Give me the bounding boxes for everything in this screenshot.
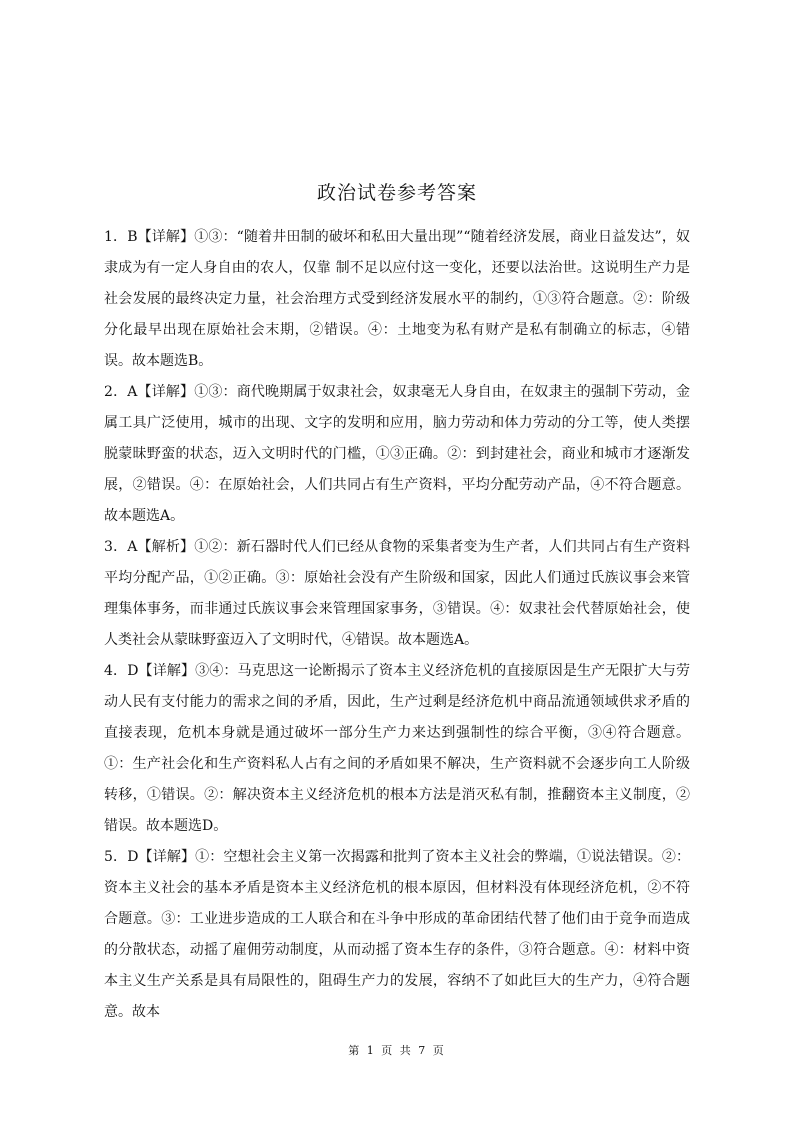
page-number-footer: 第 1 页 共 7 页 xyxy=(348,1044,446,1057)
answer-list xyxy=(104,222,690,1028)
answer-item-3: 3．A【解析】①②：新石器时代人们已经从食物的采集者变为生产者，人们共同占有生产资料平均分配产品，①②正确。③：原始社会没有产生阶级和国家，因此人们通过氏族议事会来管理集体事务，而非通过氏族议事会来管理国家事务，③错误。④：奴隶社会代替原始社会，使人类社会从蒙昧野蛮迈入了文明时代，④错误。故本题选A。 xyxy=(104,539,690,648)
answer-item-5: 5．D【详解】①：空想社会主义第一次揭露和批判了资本主义社会的弊端，①说法错误。②：资本主义社会的基本矛盾是资本主义经济危机的根本原因，但材料没有体现经济危机，②不符合题意。③：工业进步造成的工人联合和在斗争中形成的革命团结代替了他们由于竞争而造成的分散状态，动摇了雇佣劳动制度，从而动摇了资本生存的条件，③符合题意。④：材料中资本主义生产关系是具有局限性的，阻碍生产力的发展，容纳不了如此巨大的生产力，④符合题意。故本 xyxy=(104,849,690,1020)
document-title: 政治试卷参考答案 xyxy=(316,182,477,204)
answer-item-4: 4．D【详解】③④：马克思这一论断揭示了资本主义经济危机的直接原因是生产无限扩大与劳动人民有支付能力的需求之间的矛盾，因此，生产过剩是经济危机中商品流通领域供求矛盾的直接表现，危机本身就是通过破坏一部分生产力来达到强制性的综合平衡，③④符合题意。①：生产社会化和生产资料私人占有之间的矛盾如果不解决，生产资料就不会逐步向工人阶级转移，①错误。②：解决资本主义经济危机的根本方法是消灭私有制，推翻资本主义制度，②错误。故本题选D。 xyxy=(104,663,690,834)
answer-item-1: 1．B【详解】①③：“随着井田制的破坏和私田大量出现”“随着经济发展，商业日益发达”，奴隶成为有一定人身自由的农人，仅靠 制不足以应付这一变化，还要以法治世。这说明生产力是社会发展的最终决定力量，社会治理方式受到经济发展水平的制约，①③符合题意。②：阶级分化最早出现在原始社会末期，②错误。④：土地变为私有财产是私有制确立的标志，④错误。故本题选B。 xyxy=(104,229,690,369)
answer-item-2: 2．A【详解】①③：商代晚期属于奴隶社会，奴隶毫无人身自由，在奴隶主的强制下劳动，金属工具广泛使用，城市的出现、文字的发明和应用，脑力劳动和体力劳动的分工等，使人类摆脱蒙昧野蛮的状态，迈入文明时代的门槛，①③正确。②：到封建社会，商业和城市才逐渐发展，②错误。④：在原始社会，人们共同占有生产资料，平均分配劳动产品，④不符合题意。故本题选A。 xyxy=(104,384,690,524)
